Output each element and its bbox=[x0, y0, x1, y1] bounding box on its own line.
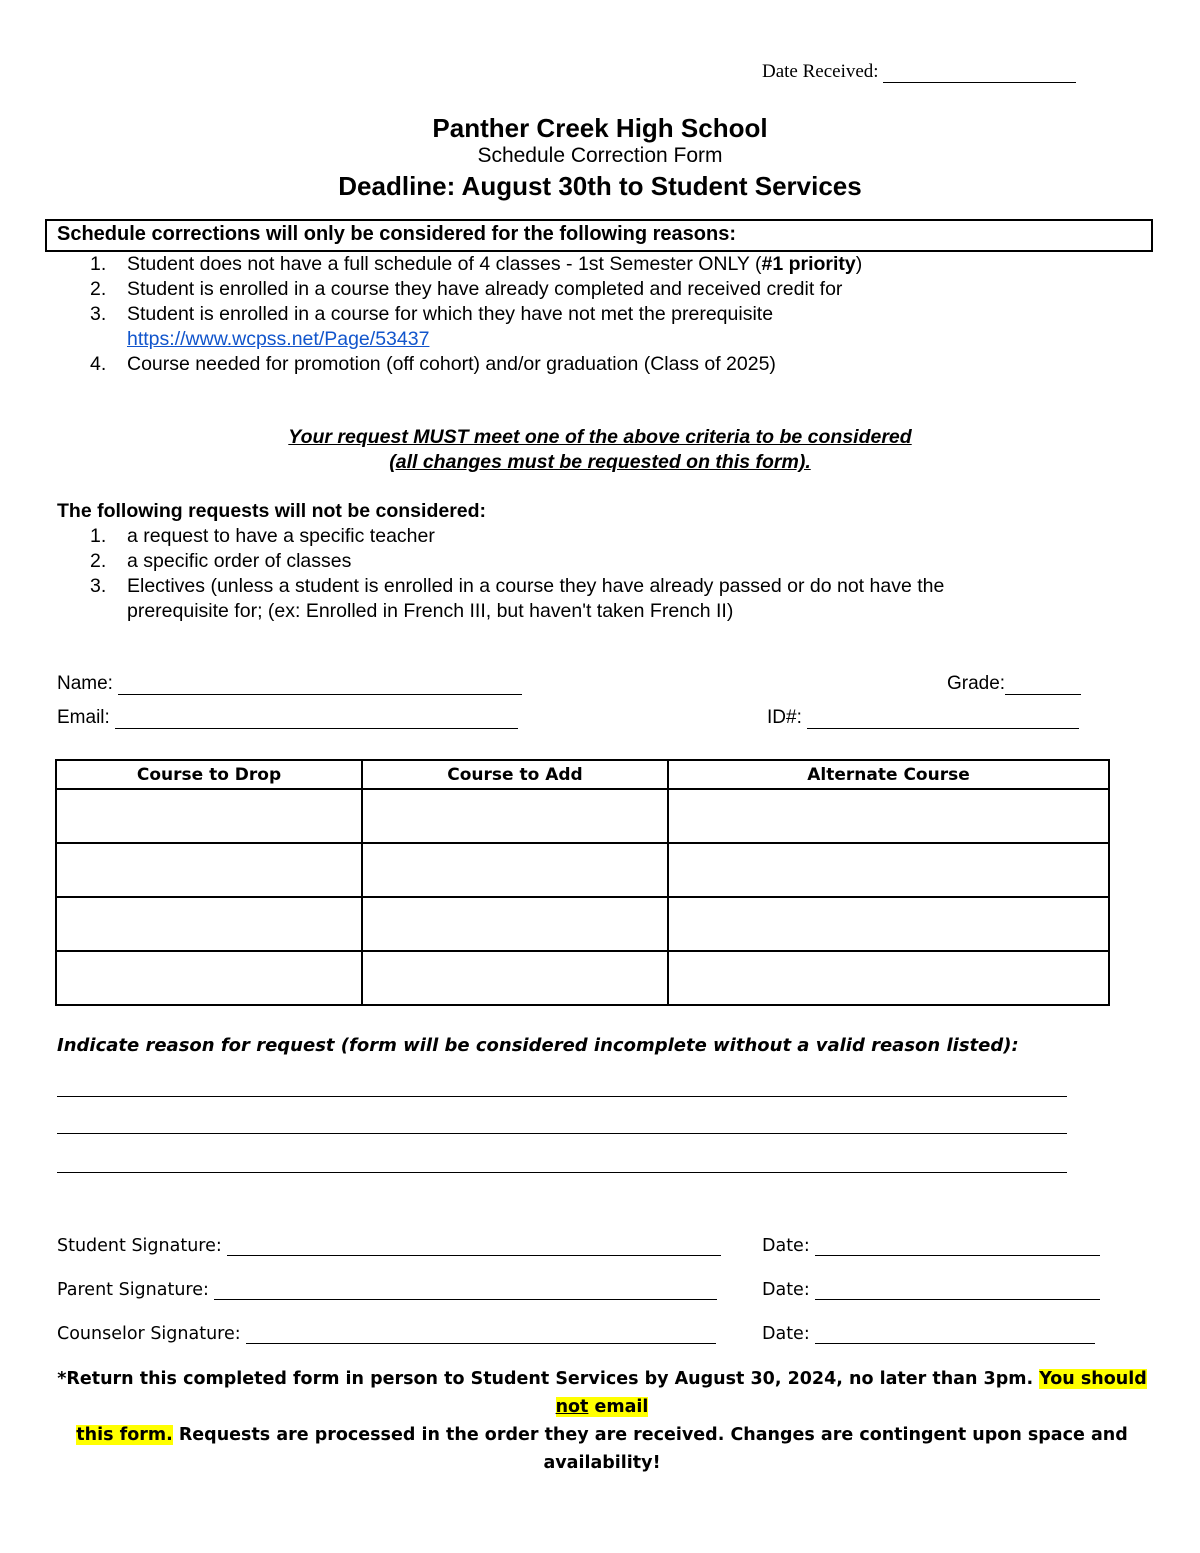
student-date-field bbox=[762, 1236, 1100, 1256]
school-name: Panther Creek High School bbox=[432, 113, 768, 143]
list-number: 3. bbox=[90, 575, 107, 597]
reason-prompt: Indicate reason for request (form will be considered incomplete without a valid reason listed): bbox=[57, 1035, 1019, 1056]
name-field bbox=[57, 673, 522, 695]
name-input[interactable] bbox=[118, 676, 522, 695]
footer-text: Requests are processed in the order they are received. Changes are contingent upon space and availability! bbox=[172, 1425, 1128, 1473]
criteria-notice-line1: Your request MUST meet one of the above criteria to be considered bbox=[288, 426, 912, 448]
counselor-date-field bbox=[762, 1324, 1095, 1344]
student-signature-input[interactable] bbox=[227, 1237, 721, 1256]
id-input[interactable] bbox=[807, 710, 1079, 729]
email-input[interactable] bbox=[115, 710, 518, 729]
list-text: a request to have a specific teacher bbox=[127, 525, 435, 547]
alternate-course-cell[interactable] bbox=[668, 843, 1109, 897]
table-row bbox=[56, 789, 1109, 843]
prerequisite-link[interactable]: https://www.wcpss.net/Page/53437 bbox=[127, 328, 430, 350]
date-received bbox=[762, 61, 1076, 83]
reasons-heading: Schedule corrections will only be considered for the following reasons: bbox=[57, 223, 737, 245]
table-row bbox=[56, 843, 1109, 897]
list-number: 4. bbox=[90, 353, 107, 375]
date-received-label: Date Received: bbox=[762, 61, 879, 82]
parent-signature-label: Parent Signature: bbox=[57, 1280, 209, 1300]
not-considered-heading: The following requests will not be considered: bbox=[57, 500, 487, 522]
date-received-field[interactable] bbox=[883, 64, 1076, 83]
form-title: Schedule Correction Form bbox=[477, 144, 723, 167]
footer-text: *Return this completed form in person to Student Services by August 30, 2024, no later than 3pm. bbox=[57, 1369, 1040, 1389]
email-label: Email: bbox=[57, 707, 110, 728]
name-label: Name: bbox=[57, 673, 113, 694]
counselor-signature-field bbox=[57, 1324, 716, 1344]
alternate-course-cell[interactable] bbox=[668, 951, 1109, 1005]
email-field bbox=[57, 707, 518, 729]
list-text: a specific order of classes bbox=[127, 550, 352, 572]
course-drop-cell[interactable] bbox=[56, 897, 362, 951]
reasons-heading-box bbox=[45, 219, 1153, 252]
date-label: Date: bbox=[762, 1324, 810, 1344]
table-row bbox=[56, 951, 1109, 1005]
list-text: Student is enrolled in a course for which they have not met the prerequisite bbox=[127, 303, 774, 325]
course-add-cell[interactable] bbox=[362, 951, 668, 1005]
grade-input[interactable] bbox=[1005, 676, 1081, 695]
parent-signature-field bbox=[57, 1280, 717, 1300]
course-add-cell[interactable] bbox=[362, 843, 668, 897]
course-drop-cell[interactable] bbox=[56, 789, 362, 843]
student-signature-label: Student Signature: bbox=[57, 1236, 222, 1256]
list-number: 1. bbox=[90, 525, 107, 547]
reasons-list bbox=[0, 252, 1200, 382]
list-number: 3. bbox=[90, 303, 107, 325]
not-considered-list bbox=[0, 524, 1200, 624]
list-text: Student does not have a full schedule of 4 classes - 1st Semester ONLY (#1 priority) bbox=[127, 253, 863, 275]
alternate-course-cell[interactable] bbox=[668, 897, 1109, 951]
table-header-row bbox=[56, 760, 1109, 789]
id-field bbox=[767, 707, 1079, 729]
list-number: 2. bbox=[90, 278, 107, 300]
date-label: Date: bbox=[762, 1236, 810, 1256]
student-date-input[interactable] bbox=[815, 1237, 1100, 1256]
course-add-cell[interactable] bbox=[362, 897, 668, 951]
deadline-heading: Deadline: August 30th to Student Services bbox=[338, 171, 862, 201]
course-add-cell[interactable] bbox=[362, 789, 668, 843]
list-text: prerequisite for; (ex: Enrolled in French III, but haven't taken French II) bbox=[127, 600, 734, 622]
reason-line[interactable] bbox=[57, 1096, 1067, 1097]
student-signature-field bbox=[57, 1236, 721, 1256]
reason-line[interactable] bbox=[57, 1133, 1067, 1134]
list-text: Student is enrolled in a course they have already completed and received credit for bbox=[127, 278, 843, 300]
counselor-date-input[interactable] bbox=[815, 1325, 1095, 1344]
grade-field bbox=[947, 673, 1081, 695]
footer-notice bbox=[57, 1365, 1147, 1477]
list-number: 1. bbox=[90, 253, 107, 275]
criteria-notice-line2: (all changes must be requested on this form). bbox=[389, 451, 811, 473]
list-number: 2. bbox=[90, 550, 107, 572]
course-table bbox=[55, 759, 1110, 1006]
alternate-course-cell[interactable] bbox=[668, 789, 1109, 843]
parent-signature-input[interactable] bbox=[214, 1281, 717, 1300]
date-label: Date: bbox=[762, 1280, 810, 1300]
parent-date-input[interactable] bbox=[815, 1281, 1100, 1300]
list-text: Course needed for promotion (off cohort) and/or graduation (Class of 2025) bbox=[127, 353, 776, 375]
course-drop-cell[interactable] bbox=[56, 951, 362, 1005]
id-label: ID#: bbox=[767, 707, 802, 728]
column-header: Course to Add bbox=[362, 760, 668, 789]
grade-label: Grade: bbox=[947, 673, 1006, 694]
column-header: Alternate Course bbox=[668, 760, 1109, 789]
reason-line[interactable] bbox=[57, 1172, 1067, 1173]
footer-highlight: You should not email bbox=[555, 1369, 1147, 1417]
parent-date-field bbox=[762, 1280, 1100, 1300]
counselor-signature-label: Counselor Signature: bbox=[57, 1324, 241, 1344]
footer-highlight: this form. bbox=[76, 1425, 173, 1445]
column-header: Course to Drop bbox=[56, 760, 362, 789]
table-row bbox=[56, 897, 1109, 951]
list-text: Electives (unless a student is enrolled in a course they have already passed or do not have the bbox=[127, 575, 945, 597]
course-drop-cell[interactable] bbox=[56, 843, 362, 897]
counselor-signature-input[interactable] bbox=[246, 1325, 716, 1344]
